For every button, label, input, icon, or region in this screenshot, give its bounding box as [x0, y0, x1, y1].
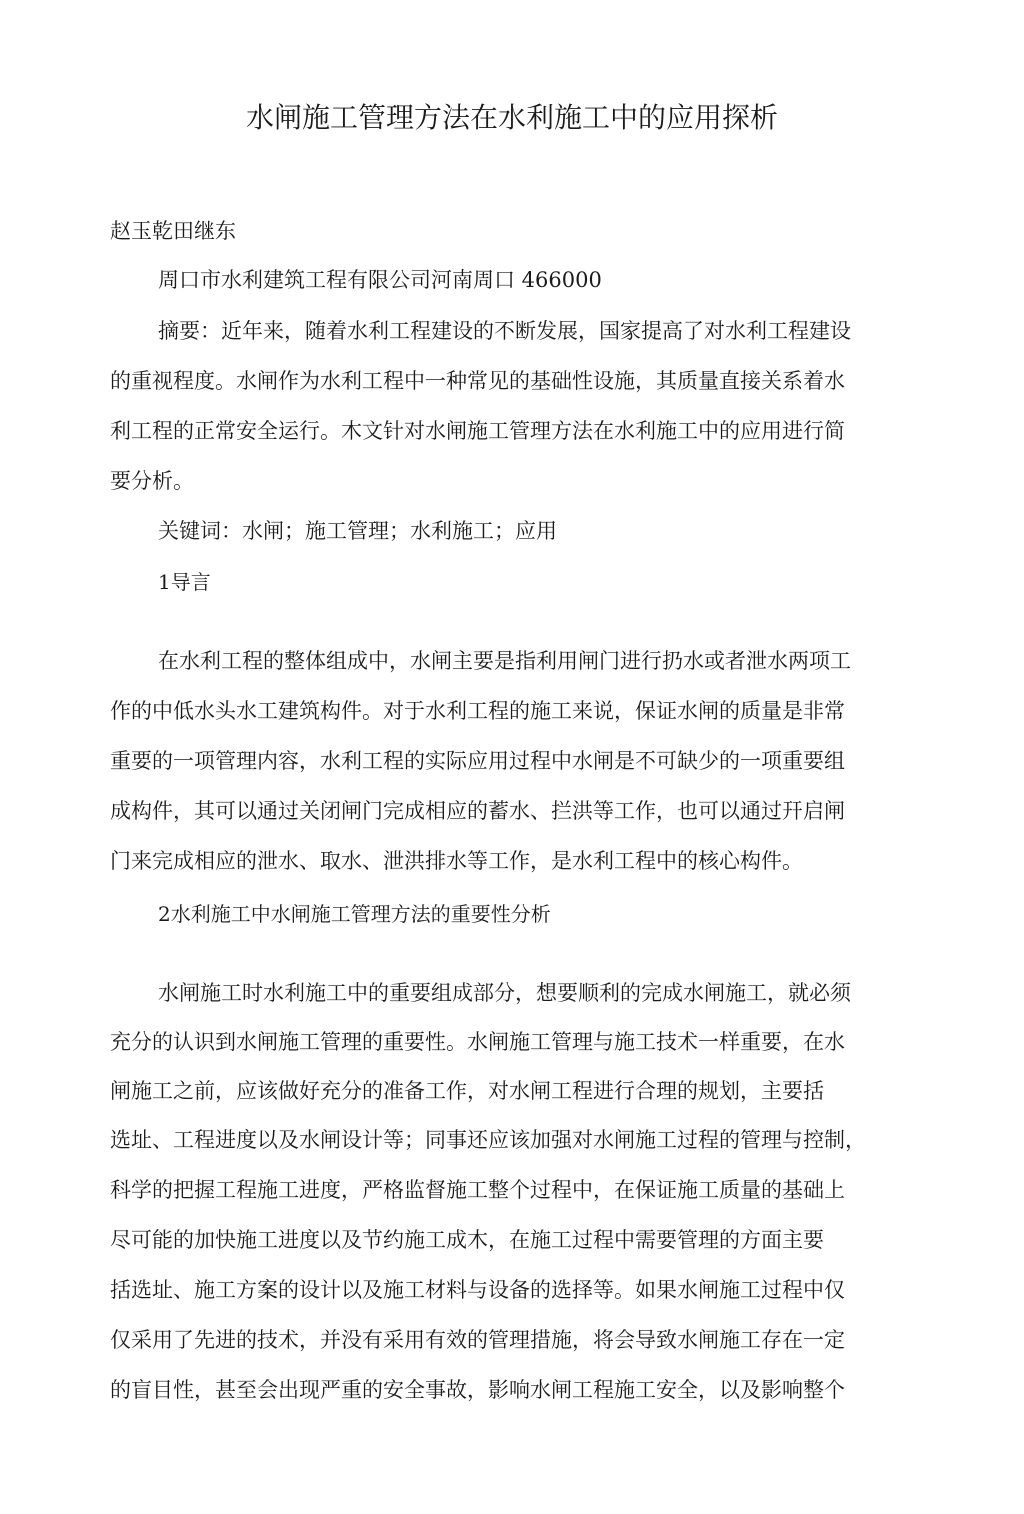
paragraph-line: 作的中低水头水工建筑构件。对于水利工程的施工来说，保证水闸的质量是非常: [110, 699, 845, 723]
paragraph-line: 成构件，其可以通过关闭闸门完成相应的蓄水、拦洪等工作，也可以通过幵启闸: [110, 799, 845, 823]
paragraph-line: 的盲目性，甚至会出现严重的安全事故，影响水闸工程施工安全，以及影响整个: [110, 1378, 845, 1402]
abstract-line: 摘要：近年来，随着水利工程建设的不断发展，国家提高了对水利工程建设: [158, 319, 851, 343]
paragraph-line: 水闸施工时水利施工中的重要组成部分，想要顺利的完成水闸施工，就必须: [158, 981, 851, 1005]
paragraph-line: 充分的认识到水闸施工管理的重要性。水闸施工管理与施工技术一样重要，在水: [110, 1030, 845, 1054]
document-title: 水闸施工管理方法在水利施工中的应用探析: [245, 101, 778, 134]
paragraph-line: 在水利工程的整体组成中，水闸主要是指利用闸门进行扔水或者泄水两项工: [158, 649, 851, 673]
paragraph-line: 门来完成相应的泄水、取水、泄洪排水等工作，是水利工程中的核心构件。: [110, 849, 803, 873]
section-heading: 2水利施工中水闸施工管理方法的重要性分析: [158, 902, 551, 926]
abstract-line: 要分析。: [110, 469, 194, 493]
paragraph-line: 括选址、施工方案的设计以及施工材料与设备的选择等。如果水闸施工过程中仅: [110, 1278, 845, 1302]
abstract-line: 的重视程度。水闸作为水利工程中一种常见的基础性设施，其质量直接关系着水: [110, 369, 845, 393]
abstract-line: 利工程的正常安全运行。木文针对水闸施工管理方法在水利施工中的应用进行简: [110, 419, 845, 443]
paragraph-line: 科学的把握工程施工进度，严格监督施工整个过程中，在保证施工质量的基础上: [110, 1178, 845, 1202]
author-affiliation: 周口市水利建筑工程有限公司河南周口 466000: [158, 268, 602, 292]
author-names: 赵玉乾田继东: [110, 219, 236, 243]
paragraph-line: 尽可能的加快施工进度以及节约施工成木，在施工过程中需要管理的方面主要: [110, 1228, 824, 1252]
paragraph-line: 闸施工之前，应该做好充分的准备工作，对水闸工程进行合理的规划，主要括: [110, 1079, 824, 1103]
keywords: 关键词：水闸；施工管理；水利施工；应用: [158, 519, 557, 543]
paragraph-line: 重要的一项管理内容，水利工程的实际应用过程中水闸是不可缺少的一项重要组: [110, 749, 845, 773]
paragraph-line: 仅采用了先进的技术，并没有采用有效的管理措施，将会导致水闸施工存在一定: [110, 1328, 845, 1352]
section-heading: 1导言: [158, 570, 211, 594]
paragraph-line: 选址、工程进度以及水闸设计等；同事还应该加强对水闸施工过程的管理与控制，: [110, 1128, 866, 1152]
